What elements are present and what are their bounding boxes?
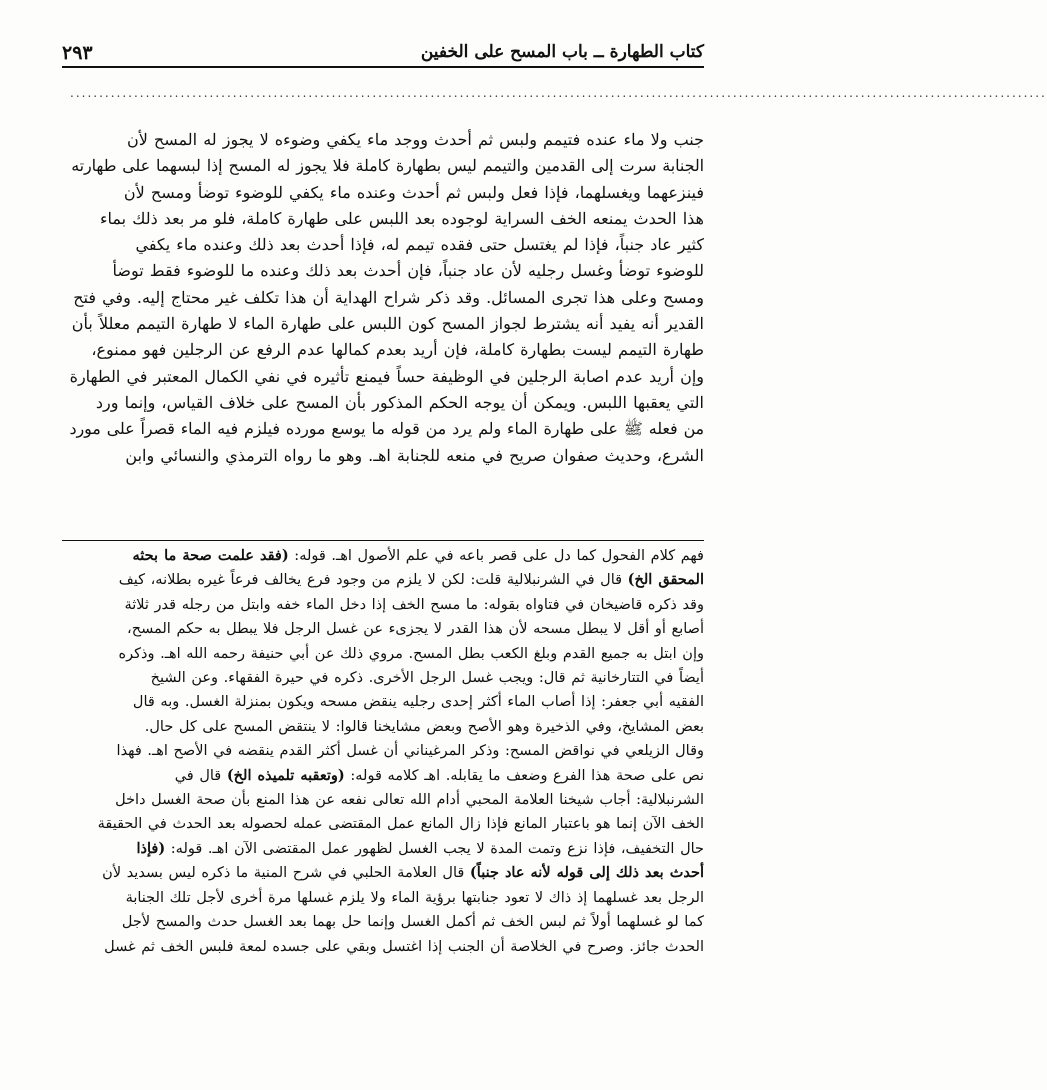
commentary-segment: الفقيه أبي جعفر: إذا أصاب الماء أكثر إحدى رجليه ينقض مسحه ويكون بمنزلة الغسل. وبه قال <box>132 694 704 711</box>
main-text-line: وإن أريد عدم اصابة الرجلين في الوظيفة حساً فيمنع تأثيره في نفي الكمال المعتبر في الطهارة <box>69 366 704 386</box>
commentary-text <box>62 544 704 959</box>
quoted-phrase: المحقق الخ) <box>627 571 704 589</box>
commentary-segment: الرجل بعد غسلهما إذ ذاك لا تعود جنابتها برؤية الماء ولا يلزم غسلها مرة أخرى لأجل تلك الجنابة <box>125 889 704 906</box>
main-text-line: الجنابة سرت إلى القدمين والتيمم ليس بطهارة كاملة فلا يجوز له المسح إذا لبسهما على طهارته <box>71 156 704 176</box>
commentary-line <box>62 642 704 666</box>
commentary-segment: فهم كلام الفحول كما دل على قصر باعه في علم الأصول اهـ. قوله: <box>288 548 704 564</box>
commentary-segment: كما لو غسلهما أولاً ثم لبس الخف ثم أكمل الغسل وإنما حل بهما بعد الغسل حدث والمسح لأجل <box>121 914 704 931</box>
commentary-line <box>62 544 704 568</box>
main-text-line: من فعله ﷺ على طهارة الماء ولم يرد من قوله ما يوسع مورده فيلزم فيه الماء قصراً على مورد <box>69 419 704 439</box>
quoted-phrase: (فإذا <box>136 839 166 857</box>
commentary-segment: وقال الزيلعي في نواقض المسح: وذكر المرغيناني أن غسل أكثر القدم ينقضه في الأصح اهـ. فهذا <box>116 743 704 760</box>
main-text-line: الشرع، وحديث صفوان صريح في منعه للجنابة اهـ. وهو ما رواه الترمذي والنسائي وابن <box>125 445 704 465</box>
commentary-segment: قال في الشرنبلالية قلت: لكن لا يلزم من وجود فرع يخالف فرعاً غيره بطلانه، كيف <box>118 572 628 589</box>
commentary-line <box>62 910 704 934</box>
main-text-line: كثير عاد جنباً، فإذا لم يغتسل حتى فقده تيمم له، فإذا أحدث بعد ذلك وعنده ماء يكفي <box>135 235 704 255</box>
commentary-segment: قال في <box>174 767 227 784</box>
commentary-segment: بعض المشايخ، وفي الذخيرة وهو الأصح وبعض مشايخنا قالوا: لا ينتقض المسح على كل حال. <box>144 718 704 735</box>
commentary-line <box>62 690 704 714</box>
main-text-line: التي يعقبها اللبس. ويمكن أن يوجه الحكم المذكور بأن المسح على خلاف القياس، وإنما ورد <box>95 392 704 412</box>
commentary-segment: نص على صحة هذا الفرع وضعف ما يقابله. اهـ كلامه قوله: <box>344 767 704 784</box>
commentary-segment: وقد ذكره قاضيخان في فتاواه بقوله: ما مسح الخف إذا دخل الماء خفه وابتل من رجله قدر ثلاثة <box>124 596 704 613</box>
commentary-line <box>62 666 704 690</box>
commentary-line <box>62 715 704 739</box>
commentary-line <box>62 935 704 959</box>
commentary-line <box>62 886 704 910</box>
quoted-phrase: (وتعقبه تلميذه الخ) <box>226 766 345 784</box>
commentary-line <box>62 617 704 641</box>
main-text-line: للوضوء توضأ وغسل رجليه لأن عاد جنباً، فإن أحدث بعد ذلك وعنده ما للوضوء فقط توضأ <box>112 261 704 281</box>
commentary-line <box>62 812 704 836</box>
commentary-line <box>62 837 704 861</box>
page-number: ٢٩٣ <box>62 42 93 64</box>
main-text <box>62 127 704 469</box>
commentary-line <box>62 764 704 788</box>
main-text-line: فينزعهما ويغسلهما، فإذا فعل ولبس ثم أحدث وعنده ماء يكفي للوضوء توضأ ومسح لأن <box>123 182 704 202</box>
dotted-separator: ........................................................................................................................................................................ <box>70 86 1047 100</box>
commentary-segment: أصابع أو أقل لا يبطل مسحه لأن هذا القدر لا يجزىء عن غسل الرجل فلا يبطل به حكم المسح، <box>127 621 704 638</box>
commentary-segment: الخف الآن إنما هو باعتبار المانع فإذا زال المانع عمل المقتضى عمله لحصوله بعد الحدث في الحقيقة <box>97 816 704 833</box>
commentary-line <box>62 739 704 763</box>
commentary-segment: قال العلامة الحلبي في شرح المنية ما ذكره ليس بسديد لأن <box>102 865 470 882</box>
commentary-segment: وإن ابتل به جميع القدم وبلغ الكعب بطل المسح. مروي ذلك عن أبي حنيفة رحمه الله اهـ. وذكره <box>118 645 704 662</box>
main-text-line: هذا الحدث يمنعه الخف السراية لوجوده بعد اللبس على طهارة كاملة، فلو مر بعد ذلك بماء <box>100 208 704 228</box>
main-text-line: طهارة التيمم ليست بطهارة كاملة، فإن أريد بعدم كمالها عدم الرفع عن الرجلين فهو ممنوع، <box>91 340 704 360</box>
page-header <box>62 40 704 68</box>
quoted-phrase: (فقد علمت صحة ما بحثه <box>132 547 289 564</box>
footnote-divider <box>62 540 704 541</box>
commentary-segment: الشرنبلالية: أجاب شيخنا العلامة المحبي أدام الله تعالى نفعه عن هذا المنع بأن صحة الغسل داخل <box>115 792 704 809</box>
commentary-line <box>62 568 704 592</box>
commentary-segment: حال التخفيف، فإذا نزع وتمت المدة لا يجب الغسل لظهور عمل المقتضى الآن اهـ. قوله: <box>165 840 704 857</box>
commentary-segment: أيضاً في التتارخانية ثم قال: ويجب غسل الرجل الأخرى. ذكره في حيرة الفقهاء. وعن الشيخ <box>150 670 704 687</box>
main-text-line: القدير أنه يفيد أنه يشترط لجواز المسح كون اللبس على طهارة الماء لا طهارة التيمم معللاً بأن <box>71 314 704 334</box>
main-text-line: ومسح وعلى هذا تجرى المسائل. وقد ذكر شراح الهداية أن هذا تكلف غير محتاج إليه. وفي فتح <box>73 287 704 307</box>
main-text-line: جنب ولا ماء عنده فتيمم ولبس ثم أحدث ووجد ماء يكفي وضوءه لا يجوز له المسح لأن <box>126 130 704 149</box>
commentary-line <box>62 861 704 885</box>
running-title: كتاب الطهارة ــ باب المسح على الخفين <box>420 42 704 62</box>
commentary-line <box>62 593 704 617</box>
commentary-line <box>62 788 704 812</box>
quoted-phrase: أحدث بعد ذلك إلى قوله لأنه عاد جنباً) <box>469 864 704 882</box>
commentary-segment: الحدث جائز. وصرح في الخلاصة أن الجنب إذا اغتسل وبقي على جسده لمعة فلبس الخف ثم غسل <box>104 938 704 955</box>
